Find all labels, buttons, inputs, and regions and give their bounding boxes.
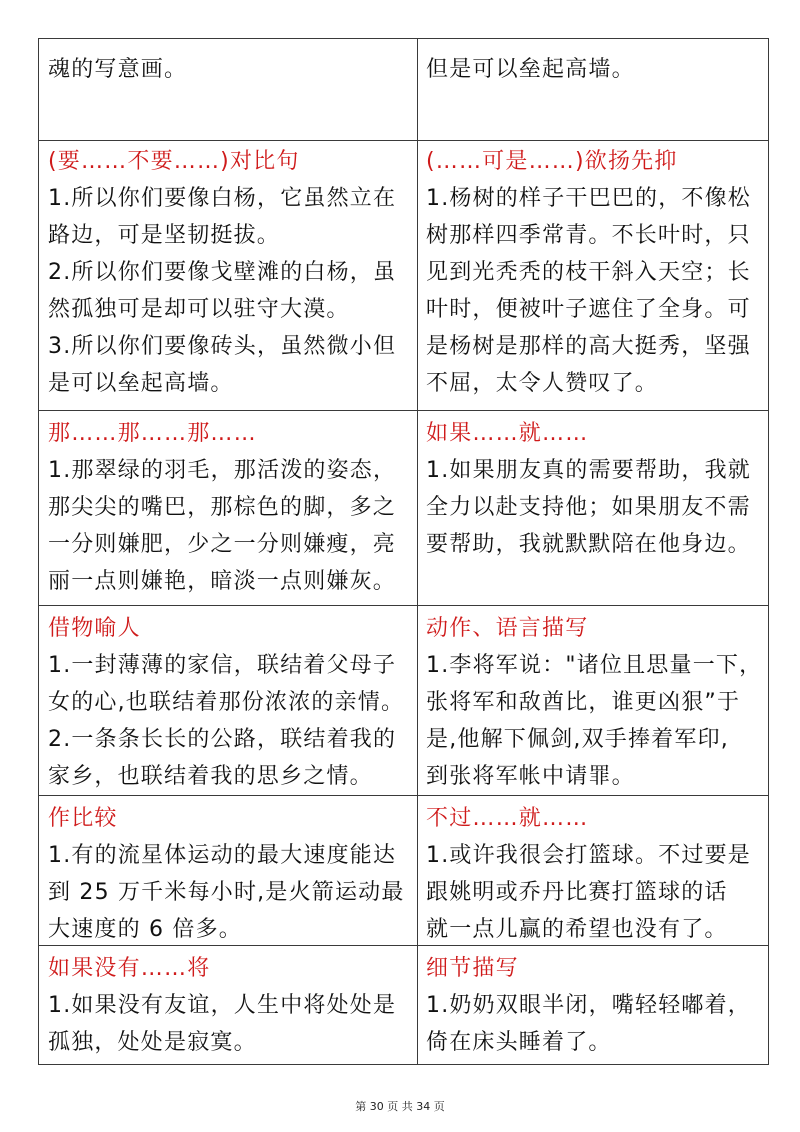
text-line: 1.一封薄薄的家信，联结着父母子	[48, 653, 397, 678]
text-line: 然孤独可是却可以驻守大漠。	[48, 297, 350, 322]
text-line: 是可以垒起高墙。	[48, 371, 234, 396]
cell-continued-right	[418, 39, 769, 141]
text-line: 到 25 万千米每小时,是火箭运动最	[48, 880, 405, 905]
cell-comparison	[39, 796, 418, 946]
cell-continued-left	[39, 39, 418, 141]
section-heading: (……可是……)欲扬先抑	[426, 149, 678, 174]
text-line: 1.那翠绿的羽毛，那活泼的姿态，	[48, 458, 397, 483]
section-heading: 作比较	[48, 806, 118, 831]
section-heading: 那……那……那……	[48, 421, 257, 446]
text-line: 家乡，也联结着我的思乡之情。	[48, 764, 373, 789]
text-line: 不屈，太令人赞叹了。	[426, 371, 659, 396]
text-line: 要帮助，我就默默陪在他身边。	[426, 532, 751, 557]
text-line: 1.如果朋友真的需要帮助，我就	[426, 458, 751, 483]
text-line: 1.奶奶双眼半闭，嘴轻轻嘟着，	[426, 993, 751, 1018]
section-heading: 如果……就……	[426, 421, 589, 446]
text-line: 1.李将军说："诸位且思量一下，	[426, 653, 763, 678]
cell-contrast-pattern	[39, 141, 418, 411]
text-line: 1.有的流星体运动的最大速度能达	[48, 843, 397, 868]
text-line: 2.所以你们要像戈壁滩的白杨，虽	[48, 260, 397, 285]
text-line: 见到光秃秃的枝干斜入天空；长	[426, 260, 751, 285]
text-line: 是杨树是那样的高大挺秀，坚强	[426, 334, 751, 359]
section-heading: 如果没有……将	[48, 956, 211, 981]
cell-if-then-pattern	[418, 411, 769, 606]
section-heading: 借物喻人	[48, 616, 141, 641]
text-line: 1.或许我很会打篮球。不过要是	[426, 843, 751, 868]
text-line: 张将军和敌酋比，谁更凶狠”于	[426, 690, 741, 715]
text-line: 全力以赴支持他；如果朋友不需	[426, 495, 751, 520]
cell-but-then-pattern	[418, 796, 769, 946]
text-line: 跟姚明或乔丹比赛打篮球的话	[426, 880, 728, 905]
cell-suppress-before-praise	[418, 141, 769, 411]
text-line: 到张将军帐中请罪。	[426, 764, 635, 789]
text-line: 是,他解下佩剑,双手捧着军印,	[426, 727, 729, 752]
section-heading: 动作、语言描写	[426, 616, 589, 641]
section-heading: (要……不要……)对比句	[48, 149, 300, 174]
text-line: 树那样四季常青。不长叶时，只	[426, 223, 751, 248]
text-line: 路边，可是坚韧挺拔。	[48, 223, 281, 248]
text-line: 就一点儿赢的希望也没有了。	[426, 917, 728, 942]
text-line: 但是可以垒起高墙。	[426, 57, 635, 82]
section-heading: 细节描写	[426, 956, 519, 981]
text-line: 魂的写意画。	[48, 57, 188, 82]
text-line: 1.所以你们要像白杨，它虽然立在	[48, 186, 397, 211]
text-line: 2.一条条长长的公路，联结着我的	[48, 727, 397, 752]
cell-metaphor-by-object	[39, 606, 418, 796]
text-line: 孤独，处处是寂寞。	[48, 1030, 257, 1055]
page-footer: 第 30 页 共 34 页	[355, 1100, 445, 1113]
text-line: 一分则嫌肥，少之一分则嫌瘦，亮	[48, 532, 397, 557]
section-heading: 不过……就……	[426, 806, 589, 831]
text-line: 1.杨树的样子干巴巴的，不像松	[426, 186, 751, 211]
text-line: 丽一点则嫌艳，暗淡一点则嫌灰。	[48, 569, 397, 594]
text-line: 大速度的 6 倍多。	[48, 917, 242, 942]
cell-action-speech-description	[418, 606, 769, 796]
cell-if-without-pattern	[39, 946, 418, 1065]
text-line: 倚在床头睡着了。	[426, 1030, 612, 1055]
cell-na-na-na-pattern	[39, 411, 418, 606]
text-line: 女的心,也联结着那份浓浓的亲情。	[48, 690, 405, 715]
text-line: 3.所以你们要像砖头，虽然微小但	[48, 334, 397, 359]
cell-detail-description	[418, 946, 769, 1065]
text-line: 1.如果没有友谊，人生中将处处是	[48, 993, 397, 1018]
text-line: 那尖尖的嘴巴，那棕色的脚，多之	[48, 495, 397, 520]
sentence-pattern-table	[38, 38, 769, 1065]
text-line: 叶时，便被叶子遮住了全身。可	[426, 297, 751, 322]
